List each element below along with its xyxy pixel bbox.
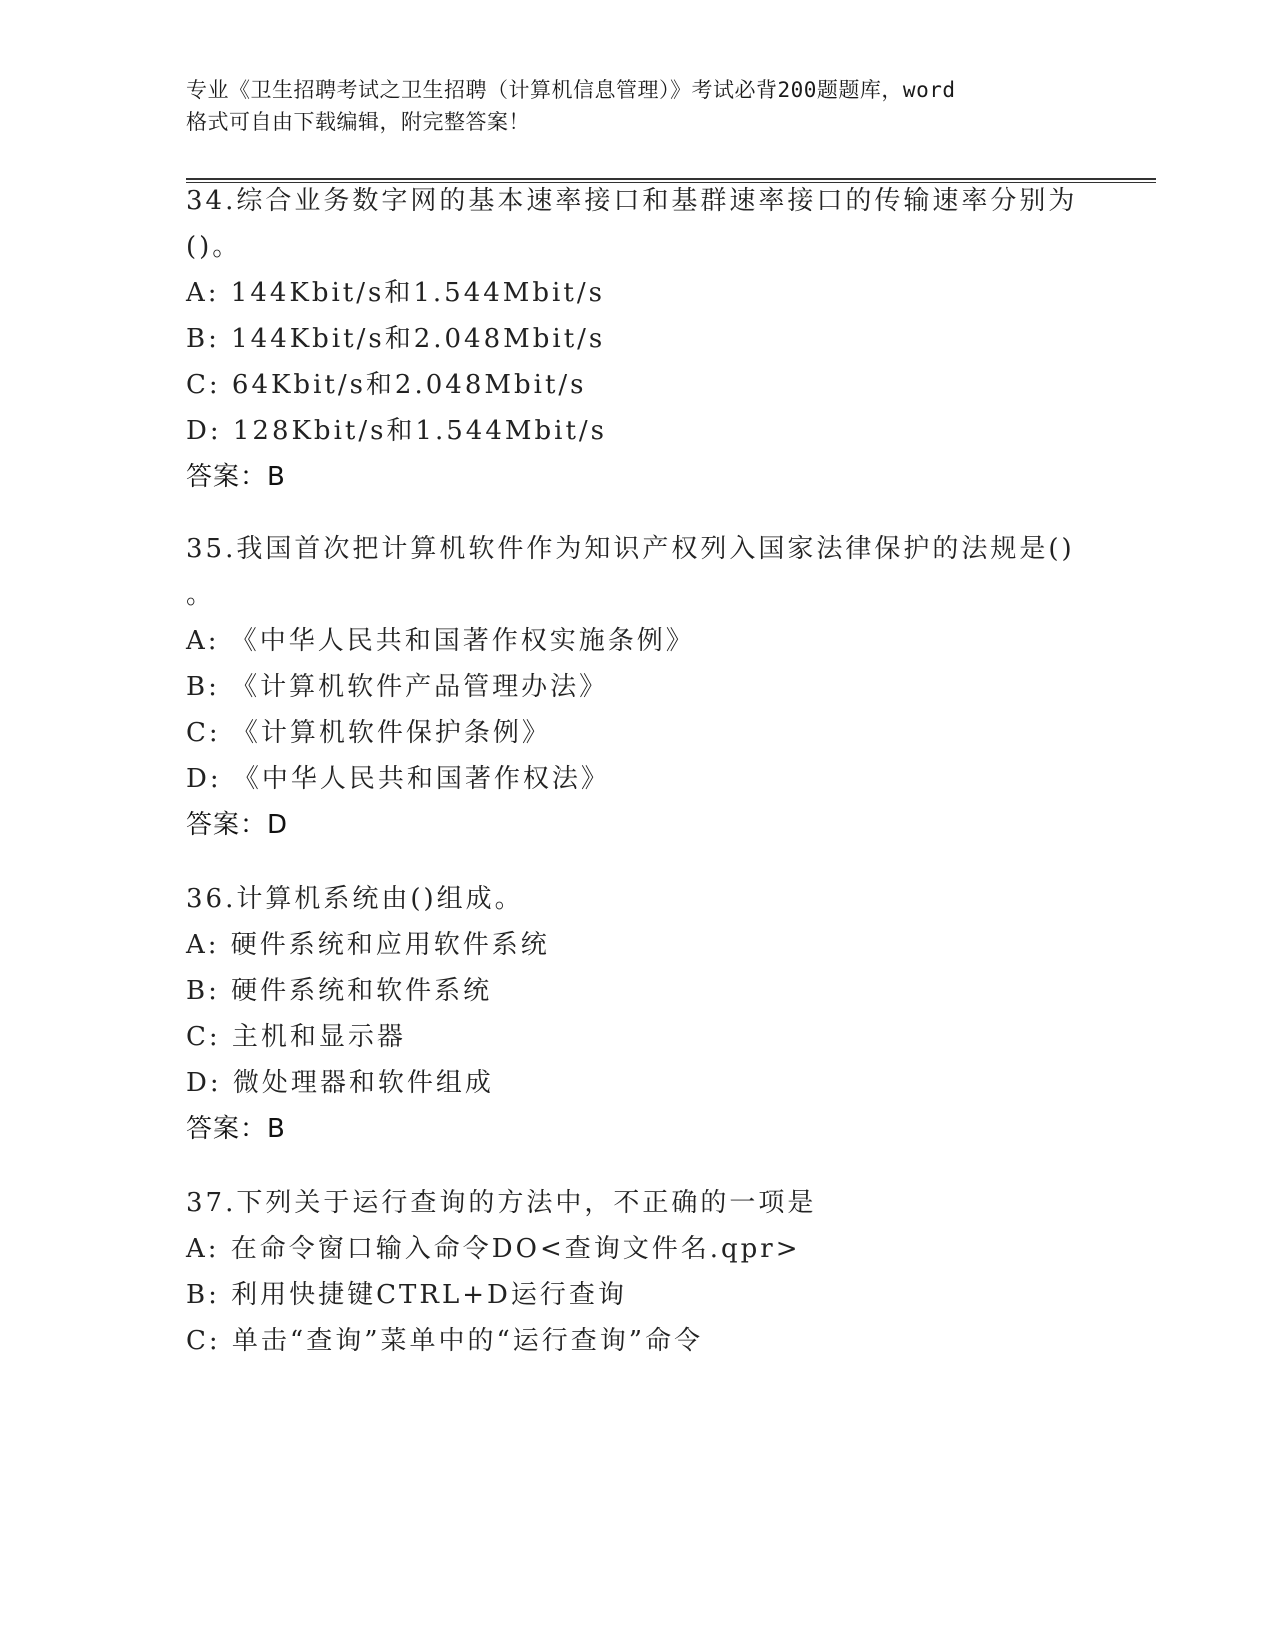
option-c: C: 64Kbit/s和2.048Mbit/s — [186, 370, 587, 400]
option-b: B: 《计算机软件产品管理办法》 — [186, 672, 609, 702]
question-stem: 36.计算机系统由()组成。 — [186, 884, 524, 914]
option-a: A: 《中华人民共和国著作权实施条例》 — [186, 626, 695, 656]
answer: 答案：B — [186, 462, 286, 492]
answer: 答案：B — [186, 1114, 286, 1144]
option-b: B: 144Kbit/s和2.048Mbit/s — [186, 324, 606, 354]
question-35 — [186, 526, 1086, 848]
question-stem: 34.综合业务数字网的基本速率接口和基群速率接口的传输速率分别为 — [186, 186, 1078, 216]
question-34 — [186, 178, 1086, 500]
question-stem-continued: 。 — [186, 580, 216, 610]
option-b: B: 利用快捷键CTRL+D运行查询 — [186, 1280, 627, 1310]
option-c: C: 单击“查询”菜单中的“运行查询”命令 — [186, 1326, 704, 1356]
question-stem: 35.我国首次把计算机软件作为知识产权列入国家法律保护的法规是() — [186, 534, 1075, 564]
document-header — [186, 74, 1086, 138]
question-37 — [186, 1180, 1086, 1364]
question-stem-continued: ()。 — [186, 232, 242, 262]
header-line-1: 专业《卫生招聘考试之卫生招聘（计算机信息管理）》考试必背200题题库，word — [186, 78, 956, 102]
question-stem: 37.下列关于运行查询的方法中，不正确的一项是 — [186, 1188, 817, 1218]
option-d: D: 128Kbit/s和1.544Mbit/s — [186, 416, 607, 446]
option-d: D: 微处理器和软件组成 — [186, 1068, 494, 1098]
option-c: C: 主机和显示器 — [186, 1022, 406, 1052]
option-c: C: 《计算机软件保护条例》 — [186, 718, 551, 748]
option-a: A: 在命令窗口输入命令DO<查询文件名.qpr> — [186, 1234, 801, 1264]
question-36 — [186, 876, 1086, 1152]
option-d: D: 《中华人民共和国著作权法》 — [186, 764, 610, 794]
option-b: B: 硬件系统和软件系统 — [186, 976, 493, 1006]
header-line-2: 格式可自由下载编辑，附完整答案！ — [186, 110, 530, 134]
answer: 答案：D — [186, 810, 289, 840]
option-a: A: 硬件系统和应用软件系统 — [186, 930, 550, 960]
option-a: A: 144Kbit/s和1.544Mbit/s — [186, 278, 605, 308]
